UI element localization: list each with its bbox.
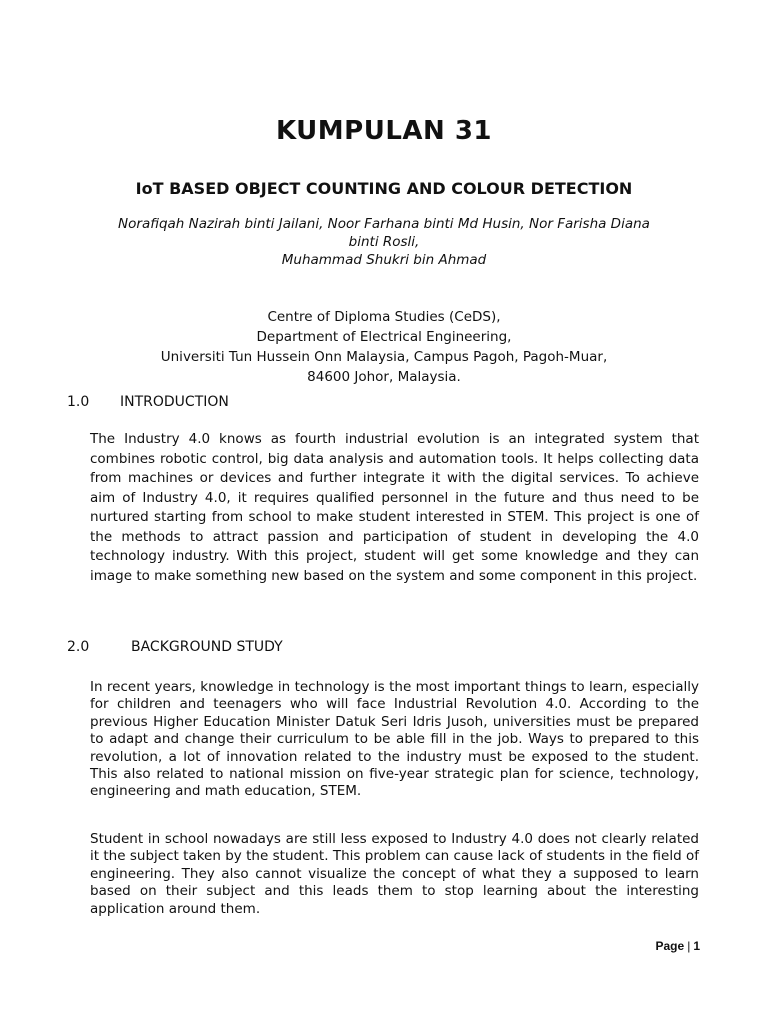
author-line: binti Rosli, xyxy=(348,234,420,250)
page-footer xyxy=(656,939,701,953)
section-title: BACKGROUND STUDY xyxy=(131,639,283,655)
introduction-paragraph: The Industry 4.0 knows as fourth industrial evolution is an integrated system that combines robotic control, big data analysis and automation tools. It helps collecting data from machines or devices and further integrate it with the digital services. To achieve aim of Industry 4.0, it requires qualified personnel in the future and thus need to be nurtured starting from school to make student interested in STEM. This project is one of the methods to attract passion and participation of student in developing the 4.0 technology industry. With this project, student will get some knowledge and they can image to make something new based on the system and some component in this project. xyxy=(90,431,699,584)
section-number: 2.0 xyxy=(67,639,90,655)
section-heading-introduction xyxy=(67,394,229,410)
footer-page-label: Page xyxy=(655,939,685,953)
affiliation-line: Universiti Tun Hussein Onn Malaysia, Campus Pagoh, Pagoh-Muar, xyxy=(160,349,608,365)
document-subtitle: IoT BASED OBJECT COUNTING AND COLOUR DETECTION xyxy=(135,179,633,198)
affiliation-block xyxy=(88,307,680,387)
footer-page-number: 1 xyxy=(693,939,700,953)
author-line: Muhammad Shukri bin Ahmad xyxy=(281,252,487,268)
affiliation-line: Department of Electrical Engineering, xyxy=(256,329,512,345)
affiliation-line: Centre of Diploma Studies (CeDS), xyxy=(267,309,501,325)
affiliation-line: 84600 Johor, Malaysia. xyxy=(307,369,461,385)
section-heading-background xyxy=(67,639,283,655)
background-paragraph: Student in school nowadays are still less exposed to Industry 4.0 does not clearly related it the subject taken by the student. This problem can cause lack of students in the field of engineering. They also cannot visualize the concept of what they a supposed to learn based on their subject and this leads them to stop learning about the interesting application around them. xyxy=(90,831,699,917)
section-number: 1.0 xyxy=(67,394,90,410)
document-title: KUMPULAN 31 xyxy=(275,116,493,146)
author-list xyxy=(88,215,680,269)
author-line: Norafiqah Nazirah binti Jailani, Noor Farhana binti Md Husin, Nor Farisha Diana xyxy=(118,216,650,232)
background-paragraph: In recent years, knowledge in technology is the most important things to learn, especially for children and teenagers who will face Industrial Revolution 4.0. According to the previous Higher Education Minister Datuk Seri Idris Jusoh, universities must be prepared to adapt and change their curriculum to be able fill in the job. Ways to prepared to this revolution, a lot of innovation related to the industry must be exposed to the student. This also related to national mission on five-year strategic plan for science, technology, engineering and math education, STEM. xyxy=(90,679,699,800)
footer-separator: | xyxy=(687,939,691,953)
section-title: INTRODUCTION xyxy=(120,394,229,410)
